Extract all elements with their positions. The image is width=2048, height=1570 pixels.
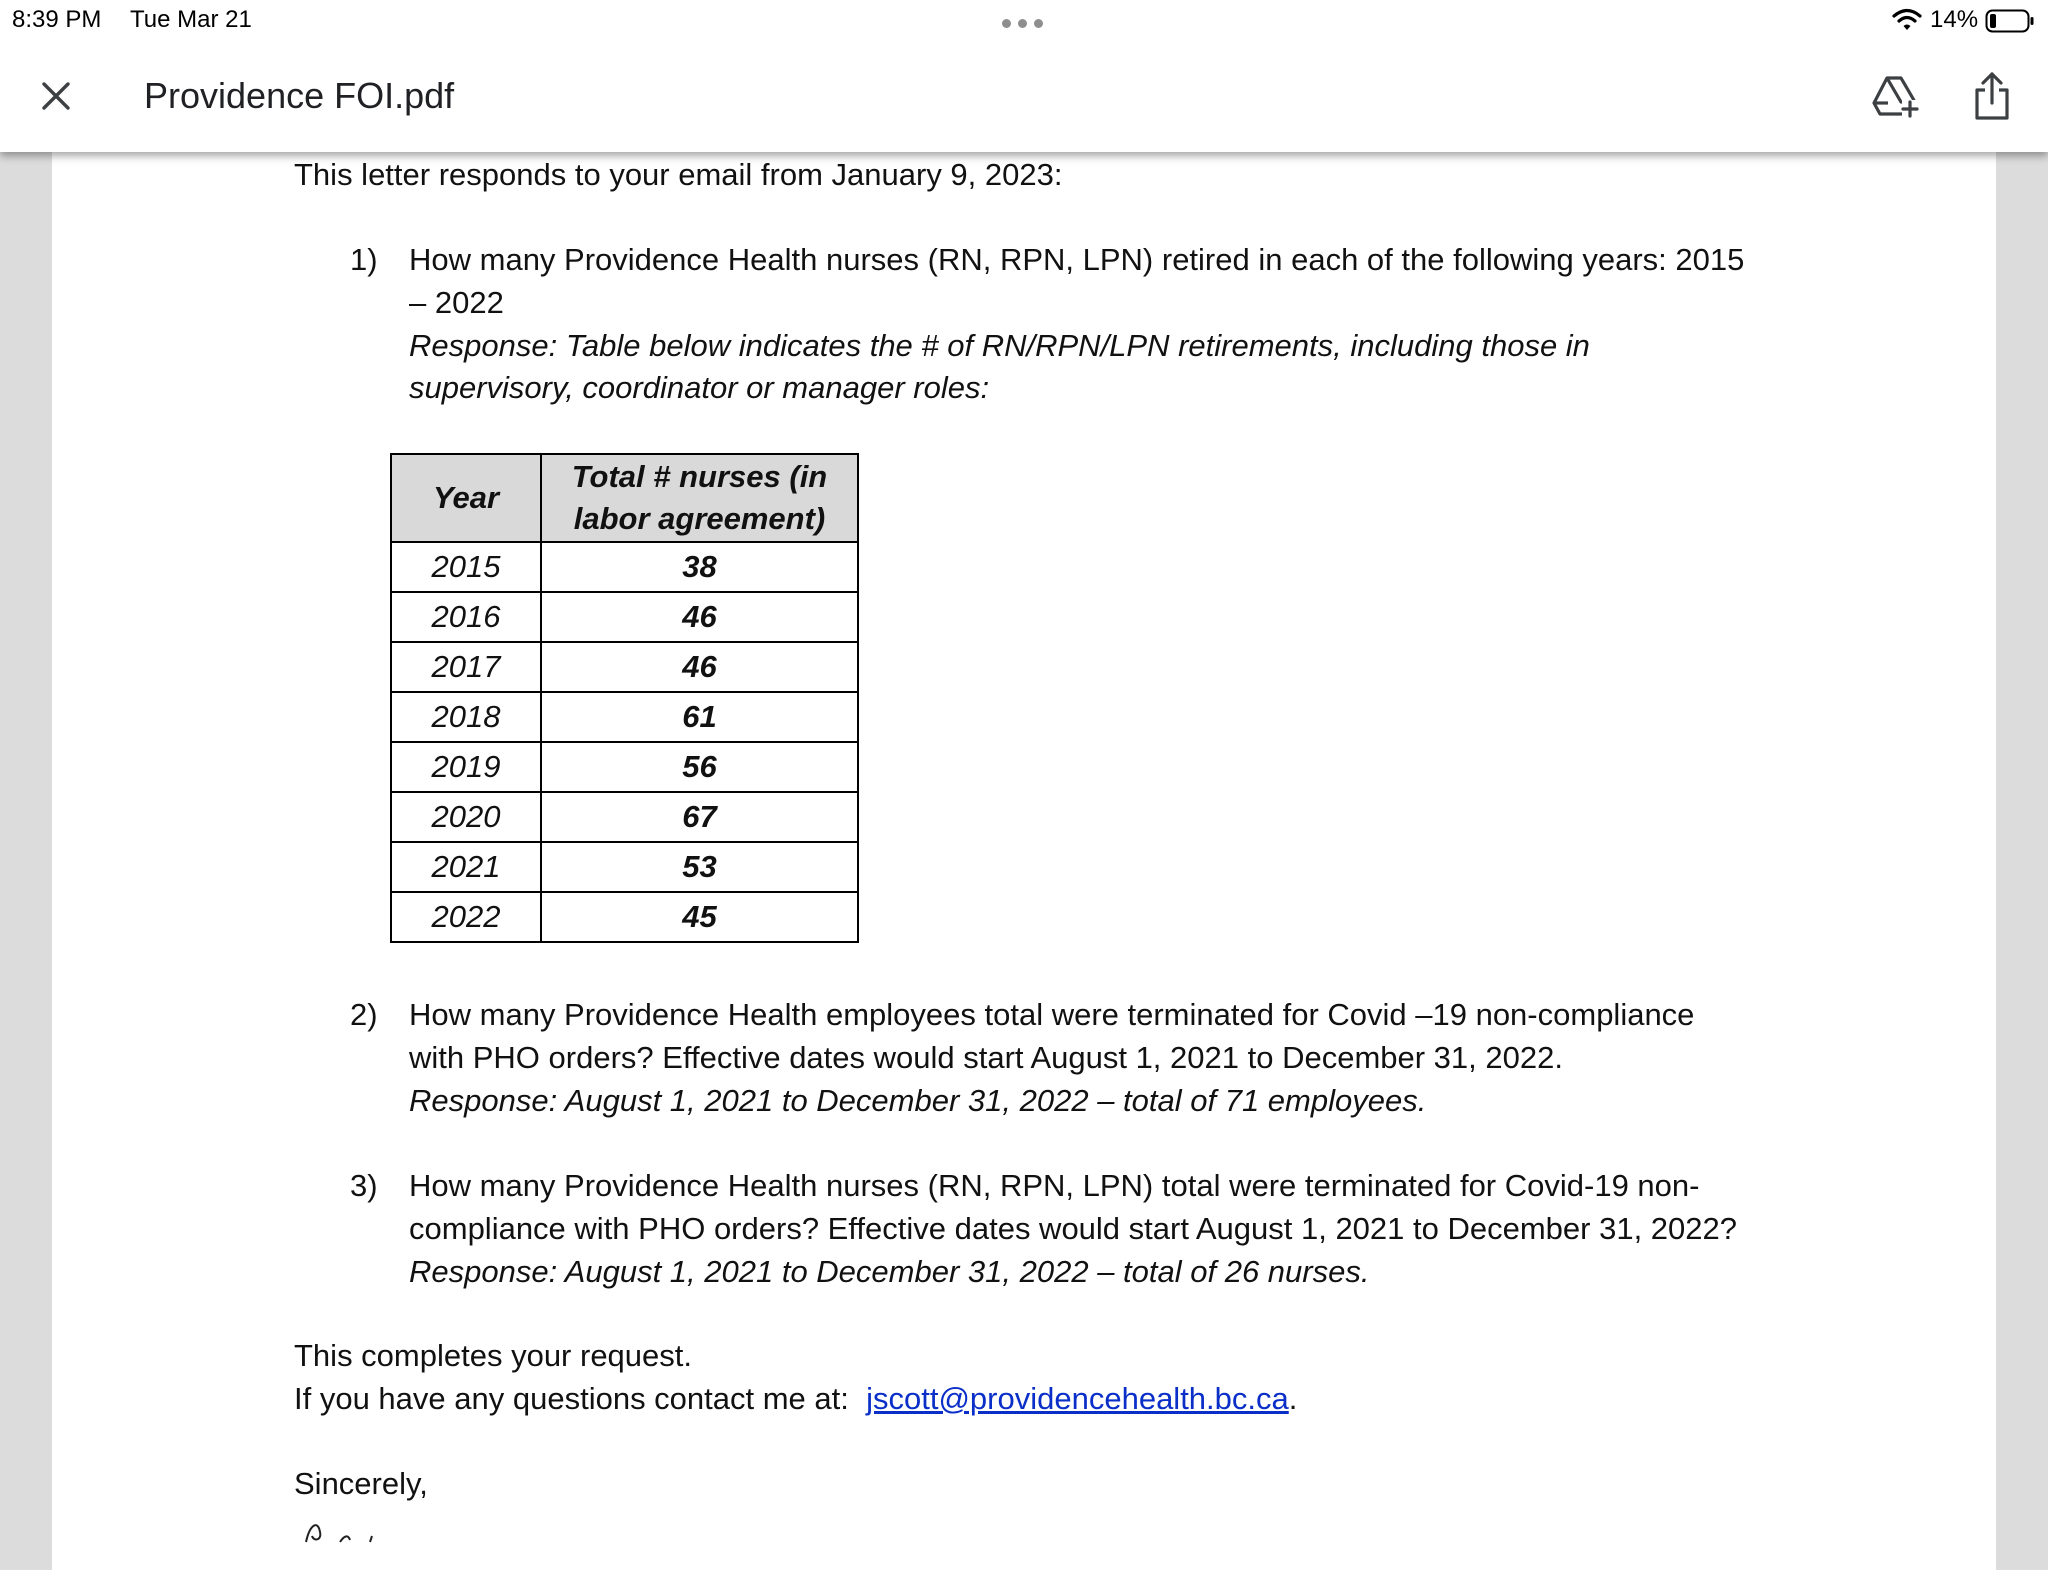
table-row bbox=[391, 692, 858, 742]
document-title: Providence FOI.pdf bbox=[144, 75, 455, 116]
closing-contact-prefix: If you have any questions contact me at: bbox=[294, 1381, 867, 1416]
table-cell-total: 56 bbox=[541, 742, 858, 792]
share-icon bbox=[1972, 71, 2012, 121]
question-2-response: Response: August 1, 2021 to December 31, 2022 – total of 71 employees. bbox=[409, 1083, 1427, 1118]
table-row bbox=[391, 842, 858, 892]
multitasking-dots-icon[interactable] bbox=[1002, 19, 1043, 28]
table-cell-year: 2022 bbox=[391, 892, 541, 942]
closing-line-2 bbox=[294, 1381, 1297, 1417]
add-to-drive-button[interactable] bbox=[1870, 70, 1922, 122]
signature-mark bbox=[300, 1514, 420, 1544]
signoff-text: Sincerely, bbox=[294, 1466, 428, 1501]
pdf-page[interactable] bbox=[52, 130, 1996, 1570]
status-bar bbox=[0, 0, 2048, 40]
question-3-response: Response: August 1, 2021 to December 31, 2022 – total of 26 nurses. bbox=[409, 1254, 1370, 1289]
status-date: Tue Mar 21 bbox=[130, 6, 252, 33]
table-cell-year: 2019 bbox=[391, 742, 541, 792]
question-3-line-1: How many Providence Health nurses (RN, RPN, LPN) total were terminated for Covid-19 non- bbox=[409, 1168, 1700, 1203]
table-cell-total: 46 bbox=[541, 592, 858, 642]
table-header-total bbox=[541, 454, 858, 542]
question-1-response-line-1: Response: Table below indicates the # of RN/RPN/LPN retirements, including those in bbox=[409, 328, 1590, 363]
question-1-line-2: – 2022 bbox=[409, 285, 504, 320]
table-cell-year: 2020 bbox=[391, 792, 541, 842]
table-row bbox=[391, 542, 858, 592]
retirements-table bbox=[390, 453, 859, 943]
question-2-line-2: with PHO orders? Effective dates would start August 1, 2021 to December 31, 2022. bbox=[409, 1040, 1563, 1075]
question-2-number: 2) bbox=[350, 997, 378, 1032]
table-row bbox=[391, 792, 858, 842]
table-cell-year: 2018 bbox=[391, 692, 541, 742]
battery-icon bbox=[1985, 9, 2035, 33]
table-cell-total: 53 bbox=[541, 842, 858, 892]
question-2-line-1: How many Providence Health employees total were terminated for Covid –19 non-compliance bbox=[409, 997, 1695, 1032]
contact-email-link[interactable]: jscott@providencehealth.bc.ca bbox=[866, 1381, 1289, 1416]
closing-line-1: This completes your request. bbox=[294, 1338, 693, 1373]
table-cell-total: 38 bbox=[541, 542, 858, 592]
table-cell-year: 2017 bbox=[391, 642, 541, 692]
table-row bbox=[391, 642, 858, 692]
table-row bbox=[391, 892, 858, 942]
table-cell-year: 2021 bbox=[391, 842, 541, 892]
question-3-number: 3) bbox=[350, 1168, 378, 1203]
close-icon bbox=[40, 80, 72, 112]
table-cell-total: 61 bbox=[541, 692, 858, 742]
table-row bbox=[391, 592, 858, 642]
table-header-total-text: Total # nurses (in labor agreement) bbox=[571, 459, 828, 536]
table-row bbox=[391, 742, 858, 792]
close-button[interactable] bbox=[34, 74, 78, 118]
question-1-number: 1) bbox=[350, 242, 378, 277]
table-cell-year: 2015 bbox=[391, 542, 541, 592]
share-button[interactable] bbox=[1966, 68, 2018, 124]
add-to-drive-icon bbox=[1872, 74, 1920, 118]
question-1-line-1: How many Providence Health nurses (RN, RPN, LPN) retired in each of the following years: 2015 bbox=[409, 242, 1745, 277]
app-header bbox=[0, 40, 2048, 152]
question-1-response-line-2: supervisory, coordinator or manager roles: bbox=[409, 370, 990, 405]
table-header-year: Year bbox=[391, 454, 541, 542]
intro-text: This letter responds to your email from January 9, 2023: bbox=[294, 157, 1063, 192]
table-cell-total: 45 bbox=[541, 892, 858, 942]
question-3-line-2: compliance with PHO orders? Effective dates would start August 1, 2021 to December 31, 2022? bbox=[409, 1211, 1738, 1246]
battery-percentage: 14% bbox=[1930, 6, 1979, 33]
closing-contact-suffix: . bbox=[1288, 1381, 1298, 1416]
table-header-row bbox=[391, 454, 858, 542]
wifi-icon bbox=[1892, 8, 1922, 32]
status-time: 8:39 PM bbox=[12, 6, 102, 33]
table-cell-total: 67 bbox=[541, 792, 858, 842]
table-cell-total: 46 bbox=[541, 642, 858, 692]
table-cell-year: 2016 bbox=[391, 592, 541, 642]
